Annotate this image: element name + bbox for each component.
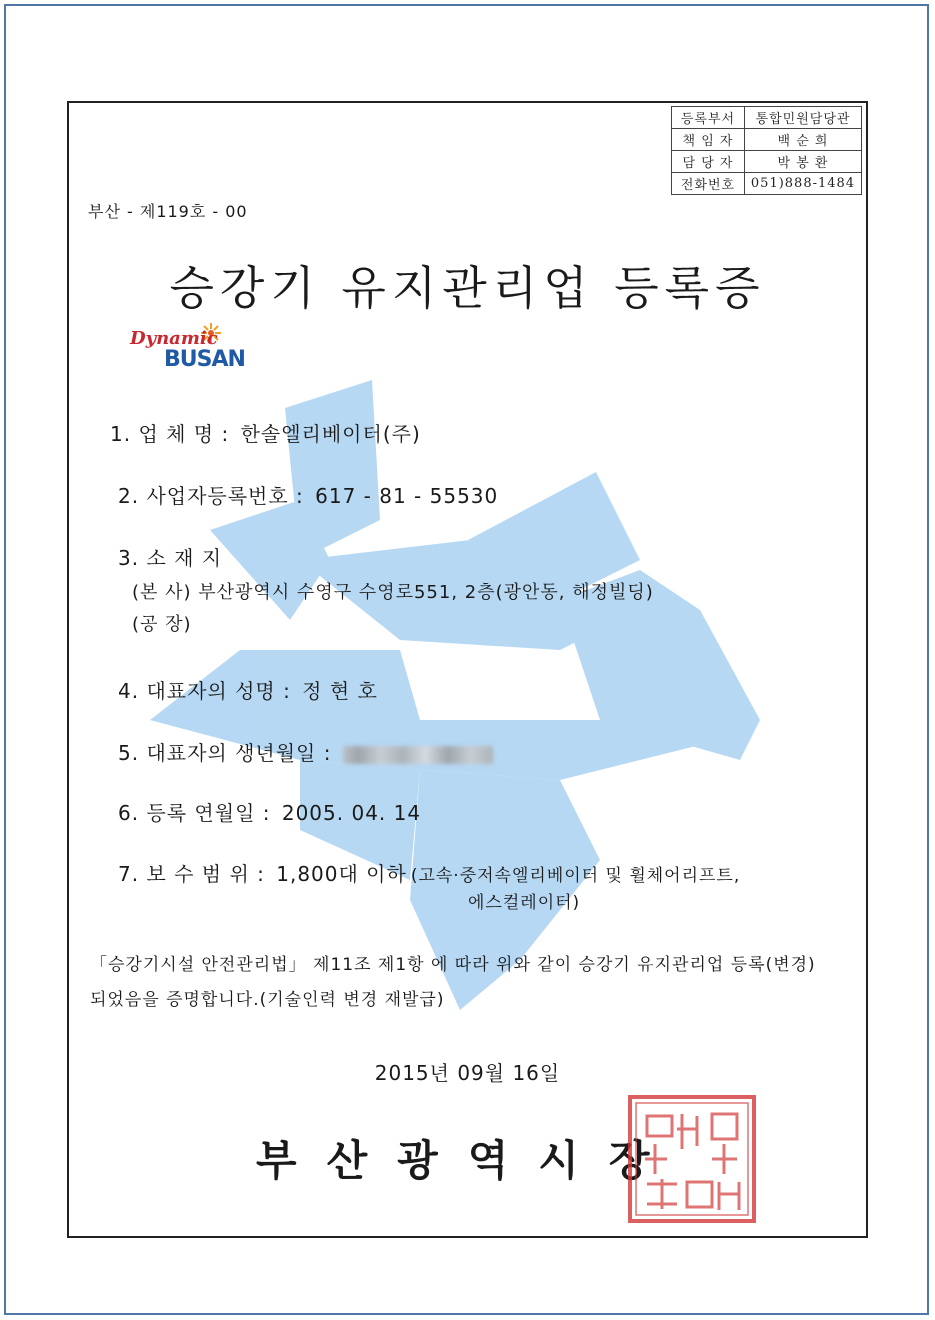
field-value: 한솔엘리베이터(주) [240, 422, 421, 446]
field-label: 6. 등록 연월일 : [118, 801, 271, 825]
field-birthdate [118, 737, 497, 766]
redacted-birthdate [343, 746, 493, 764]
field-value: 정 현 호 [302, 679, 378, 703]
field-label: 3. 소 재 지 [118, 546, 223, 570]
approval-label: 등록부서 [672, 107, 745, 129]
document-title: 승강기 유지관리업 등록증 [169, 261, 766, 315]
address-factory: (공 장) [132, 614, 192, 635]
approval-value: 박 봉 환 [745, 151, 862, 173]
scope-detail-line2: 에스컬레이터) [468, 893, 581, 913]
issue-date: 2015년 09월 16일 [374, 1061, 561, 1085]
field-representative [118, 675, 382, 704]
statement-line1: 「승강기시설 안전관리법」 제11조 제1항 에 따라 위와 같이 승강기 유지관리업 등록(변경) [90, 955, 816, 975]
field-label: 7. 보 수 범 위 : [118, 862, 265, 886]
field-registration-date [118, 797, 425, 826]
field-label: 4. 대표자의 성명 : [118, 679, 291, 703]
table-row [672, 129, 862, 151]
logo-text-dynamic: Dynamic [130, 328, 218, 349]
field-scope [118, 858, 744, 887]
field-business-number [118, 480, 502, 509]
dynamic-busan-logo [128, 322, 268, 382]
field-value: 1,800대 이하 [276, 862, 407, 886]
field-value: 617 - 81 - 55530 [315, 484, 499, 508]
table-row [672, 173, 862, 195]
approval-label: 책 임 자 [672, 129, 745, 151]
registration-number: 부산 - 제119호 - 00 [88, 202, 248, 221]
address-hq: (본 사) 부산광역시 수영구 수영로551, 2층(광안동, 해정빌딩) [132, 582, 654, 603]
field-company-name [110, 418, 425, 447]
approval-label: 담 당 자 [672, 151, 745, 173]
scope-detail-line1: (고속·중저속엘리베이터 및 휠체어리프트, [410, 866, 741, 886]
approval-value: 백 순 희 [745, 129, 862, 151]
table-row [672, 107, 862, 129]
table-row [672, 151, 862, 173]
approval-value: 통합민원담당관 [745, 107, 862, 129]
official-seal-icon [627, 1094, 757, 1224]
approval-value: 051)888-1484 [745, 173, 862, 195]
field-label: 5. 대표자의 생년월일 : [118, 741, 332, 765]
field-label: 2. 사업자등록번호 : [118, 484, 304, 508]
logo-text-busan: BUSAN [164, 347, 245, 372]
field-value: 2005. 04. 14 [281, 801, 422, 825]
field-label: 1. 업 체 명 : [110, 422, 230, 446]
approval-label: 전화번호 [672, 173, 745, 195]
issuer-name: 부산광역시장 [256, 1136, 680, 1185]
statement-line2: 되었음을 증명합니다.(기술인력 변경 재발급) [90, 990, 445, 1010]
field-location [118, 542, 226, 571]
approval-table [671, 106, 862, 195]
